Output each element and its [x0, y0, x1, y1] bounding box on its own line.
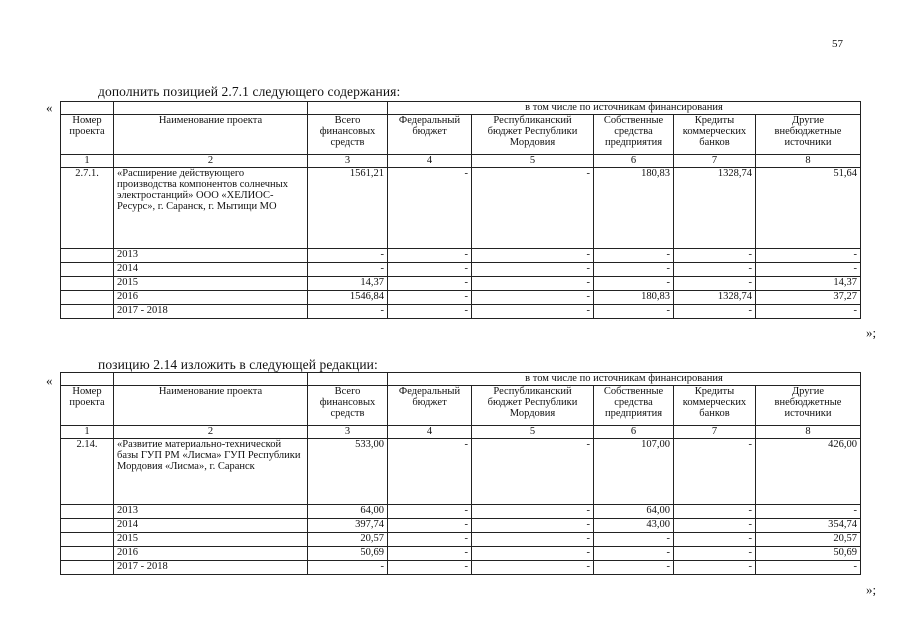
year-value: - — [472, 263, 594, 277]
year-value: - — [472, 533, 594, 547]
header-project-number: Номер проекта — [61, 386, 114, 426]
year-value: - — [308, 305, 388, 319]
column-number: 6 — [594, 426, 674, 439]
open-quote: « — [46, 373, 53, 388]
year-value: - — [674, 305, 756, 319]
year-value: - — [472, 305, 594, 319]
year-value: - — [472, 547, 594, 561]
sources-header: в том числе по источникам финансирования — [388, 373, 861, 386]
year-value: 20,57 — [756, 533, 861, 547]
year-value: 1328,74 — [674, 291, 756, 305]
close-quote: »; — [866, 582, 877, 597]
sources-header: в том числе по источникам финансирования — [388, 102, 861, 115]
year-value: - — [756, 561, 861, 575]
table-row — [61, 505, 861, 519]
year-blank — [61, 277, 114, 291]
year-label: 2017 - 2018 — [114, 561, 308, 575]
column-number: 7 — [674, 155, 756, 168]
year-value: - — [388, 263, 472, 277]
table-row — [61, 561, 861, 575]
financing-table — [60, 372, 861, 575]
project-value: - — [472, 439, 594, 505]
page-number: 57 — [832, 38, 843, 50]
column-number: 4 — [388, 155, 472, 168]
table-row — [61, 439, 861, 505]
year-value: - — [674, 533, 756, 547]
table-row — [61, 291, 861, 305]
header-project-name: Наименование проекта — [114, 386, 308, 426]
column-number: 5 — [472, 155, 594, 168]
year-value: - — [594, 547, 674, 561]
project-value: 1561,21 — [308, 168, 388, 249]
year-value: 1546,84 — [308, 291, 388, 305]
year-value: - — [388, 277, 472, 291]
year-label: 2014 — [114, 519, 308, 533]
header-total: Всего финансовых средств — [308, 115, 388, 155]
column-number: 8 — [756, 426, 861, 439]
header-blank — [114, 102, 308, 115]
year-value: 37,27 — [756, 291, 861, 305]
header-credits: Кредиты коммерческих банков — [674, 386, 756, 426]
year-blank — [61, 305, 114, 319]
year-value: - — [674, 519, 756, 533]
table-row — [61, 263, 861, 277]
year-label: 2017 - 2018 — [114, 305, 308, 319]
column-number: 3 — [308, 155, 388, 168]
year-value: - — [756, 305, 861, 319]
header-blank — [61, 373, 114, 386]
year-value: - — [388, 305, 472, 319]
year-blank — [61, 561, 114, 575]
year-value: - — [388, 533, 472, 547]
year-value: 354,74 — [756, 519, 861, 533]
header-republic: Республиканский бюджет Республики Мордовия — [472, 386, 594, 426]
header-credits: Кредиты коммерческих банков — [674, 115, 756, 155]
project-value: 180,83 — [594, 168, 674, 249]
open-quote: « — [46, 100, 53, 115]
year-value: - — [594, 533, 674, 547]
year-value: - — [594, 277, 674, 291]
project-value: 1328,74 — [674, 168, 756, 249]
year-blank — [61, 533, 114, 547]
project-number: 2.14. — [61, 439, 114, 505]
header-federal: Федеральный бюджет — [388, 115, 472, 155]
year-value: 14,37 — [756, 277, 861, 291]
table-row — [61, 533, 861, 547]
year-blank — [61, 505, 114, 519]
table-row — [61, 249, 861, 263]
year-value: 64,00 — [308, 505, 388, 519]
year-value: - — [594, 249, 674, 263]
year-value: 43,00 — [594, 519, 674, 533]
year-value: - — [674, 547, 756, 561]
year-value: - — [756, 505, 861, 519]
year-value: - — [388, 519, 472, 533]
year-value: 397,74 — [308, 519, 388, 533]
year-value: - — [308, 249, 388, 263]
column-number: 1 — [61, 426, 114, 439]
year-value: - — [674, 505, 756, 519]
year-blank — [61, 291, 114, 305]
year-value: - — [674, 263, 756, 277]
year-blank — [61, 547, 114, 561]
year-value: - — [308, 561, 388, 575]
header-own-funds: Собственные средства предприятия — [594, 386, 674, 426]
header-project-name: Наименование проекта — [114, 115, 308, 155]
header-total: Всего финансовых средств — [308, 386, 388, 426]
project-value: - — [472, 168, 594, 249]
year-label: 2016 — [114, 291, 308, 305]
header-blank — [308, 373, 388, 386]
column-number: 4 — [388, 426, 472, 439]
column-number: 6 — [594, 155, 674, 168]
table-row — [61, 547, 861, 561]
year-blank — [61, 249, 114, 263]
year-value: - — [472, 249, 594, 263]
column-number: 1 — [61, 155, 114, 168]
year-value: 14,37 — [308, 277, 388, 291]
header-other: Другие внебюджетные источники — [756, 115, 861, 155]
project-value: 107,00 — [594, 439, 674, 505]
header-blank — [308, 102, 388, 115]
project-name: «Развитие материально-технической базы ГУП РМ «Лисма» ГУП Республики Мордовия «Лисма», г. Саранск — [114, 439, 308, 505]
year-value: - — [756, 263, 861, 277]
header-other: Другие внебюджетные источники — [756, 386, 861, 426]
year-value: 20,57 — [308, 533, 388, 547]
column-number: 3 — [308, 426, 388, 439]
year-label: 2013 — [114, 505, 308, 519]
column-number: 5 — [472, 426, 594, 439]
column-number: 8 — [756, 155, 861, 168]
year-label: 2014 — [114, 263, 308, 277]
year-value: - — [472, 519, 594, 533]
close-quote: »; — [866, 325, 877, 340]
year-value: - — [388, 249, 472, 263]
table-row — [61, 277, 861, 291]
project-value: 533,00 — [308, 439, 388, 505]
year-value: - — [674, 249, 756, 263]
year-label: 2013 — [114, 249, 308, 263]
header-federal: Федеральный бюджет — [388, 386, 472, 426]
table-row — [61, 519, 861, 533]
year-value: - — [472, 561, 594, 575]
year-value: - — [756, 249, 861, 263]
table-row — [61, 305, 861, 319]
project-value: 426,00 — [756, 439, 861, 505]
year-blank — [61, 263, 114, 277]
year-value: - — [388, 561, 472, 575]
year-value: - — [674, 277, 756, 291]
year-value: 50,69 — [756, 547, 861, 561]
project-number: 2.7.1. — [61, 168, 114, 249]
year-value: - — [388, 291, 472, 305]
header-project-number: Номер проекта — [61, 115, 114, 155]
year-value: 180,83 — [594, 291, 674, 305]
year-label: 2015 — [114, 277, 308, 291]
column-number: 2 — [114, 426, 308, 439]
section-intro: позицию 2.14 изложить в следующей редакции: — [98, 357, 378, 372]
year-value: - — [594, 263, 674, 277]
project-value: 51,64 — [756, 168, 861, 249]
column-number: 7 — [674, 426, 756, 439]
year-value: - — [308, 263, 388, 277]
financing-table — [60, 101, 861, 319]
year-label: 2015 — [114, 533, 308, 547]
year-label: 2016 — [114, 547, 308, 561]
project-value: - — [388, 168, 472, 249]
section-intro: дополнить позицией 2.7.1 следующего содержания: — [98, 84, 401, 99]
year-value: 64,00 — [594, 505, 674, 519]
year-value: - — [388, 547, 472, 561]
project-name: «Расширение действующего производства компонентов солнечных электростанций» ООО «ХЕЛИОС-Ресурс», г. Саранск, г. Мытищи МО — [114, 168, 308, 249]
year-value: - — [472, 291, 594, 305]
project-value: - — [388, 439, 472, 505]
year-value: - — [472, 505, 594, 519]
header-republic: Республиканский бюджет Республики Мордовия — [472, 115, 594, 155]
year-value: - — [594, 561, 674, 575]
column-number: 2 — [114, 155, 308, 168]
table-row — [61, 168, 861, 249]
header-own-funds: Собственные средства предприятия — [594, 115, 674, 155]
year-value: 50,69 — [308, 547, 388, 561]
year-value: - — [472, 277, 594, 291]
header-blank — [61, 102, 114, 115]
year-value: - — [594, 305, 674, 319]
year-value: - — [674, 561, 756, 575]
year-value: - — [388, 505, 472, 519]
header-blank — [114, 373, 308, 386]
project-value: - — [674, 439, 756, 505]
year-blank — [61, 519, 114, 533]
